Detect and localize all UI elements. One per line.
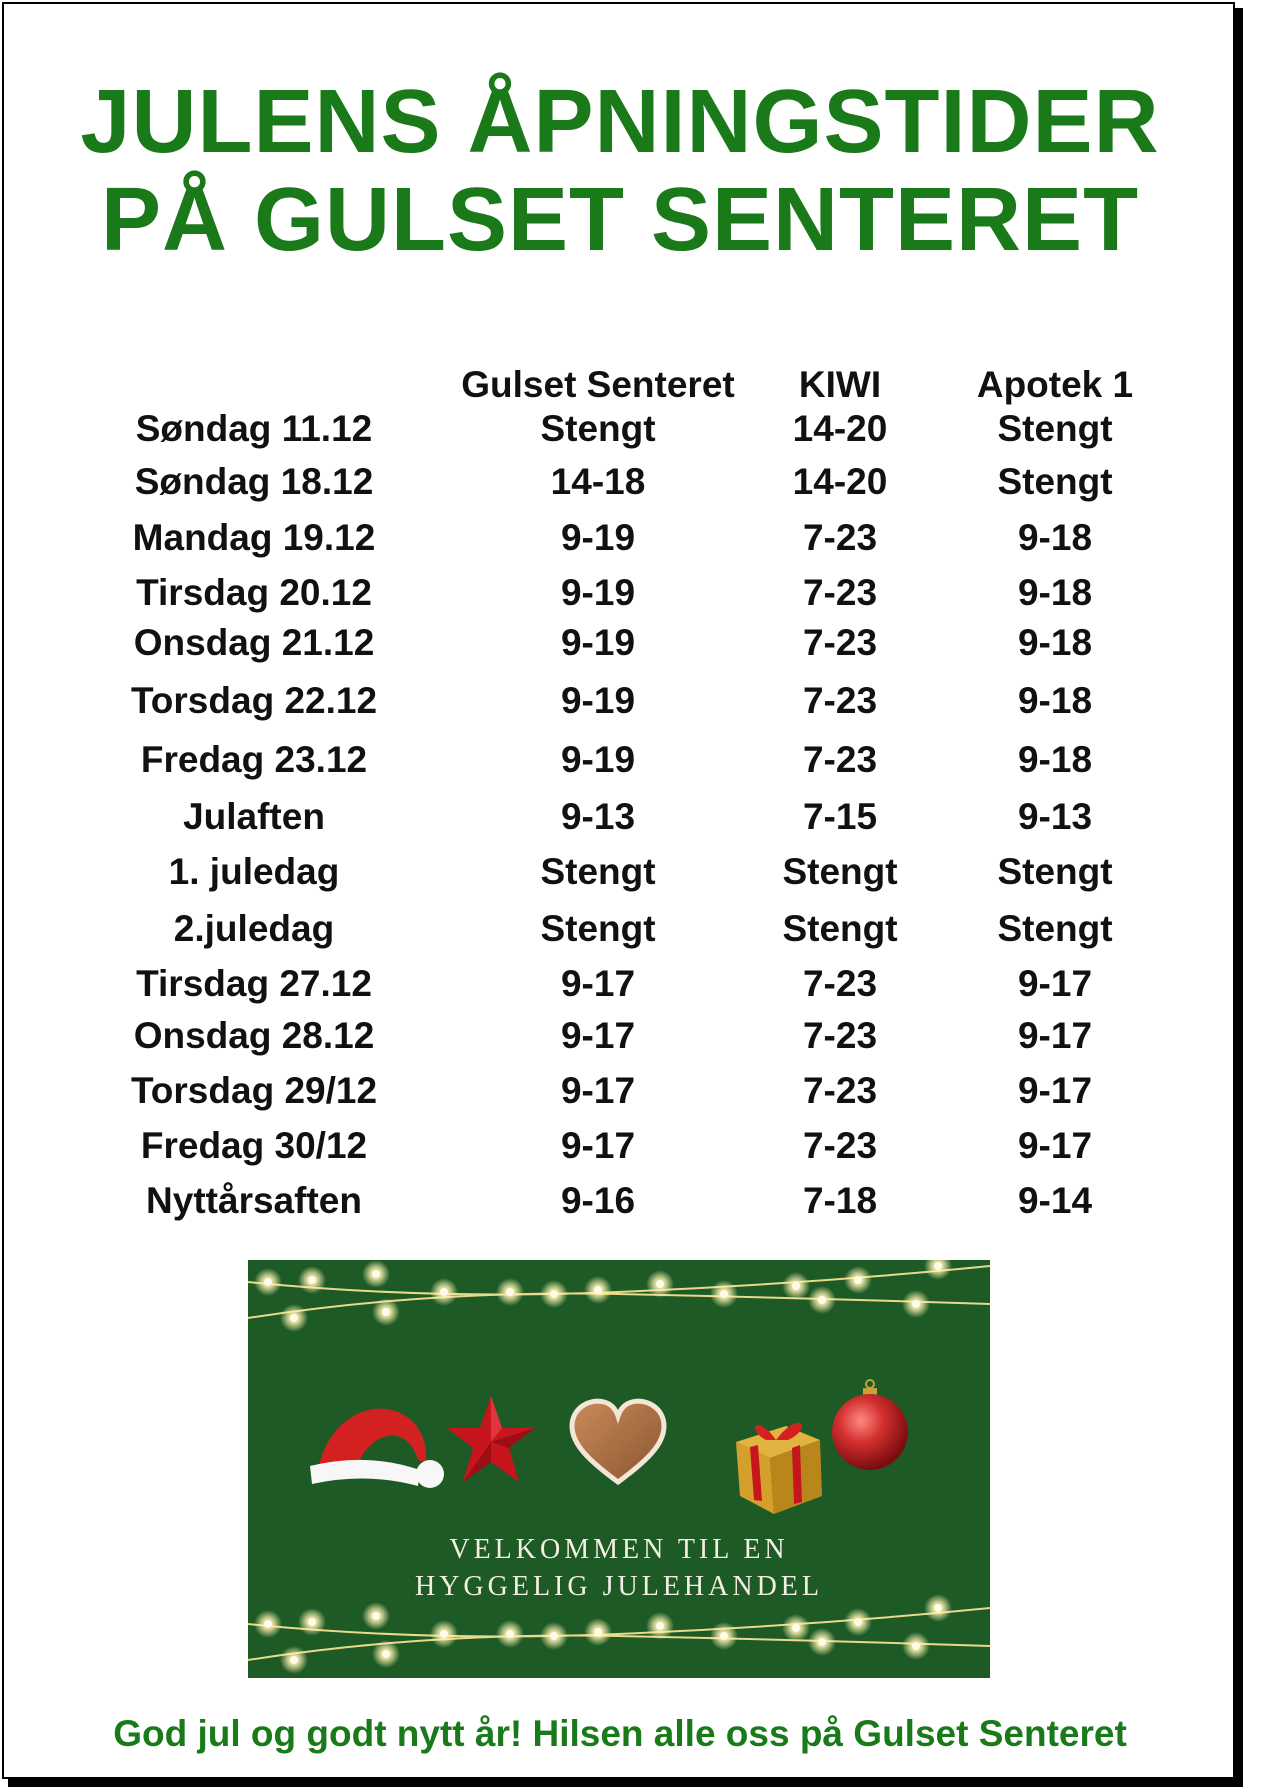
row-gulset-hours: 9-16	[560, 1180, 636, 1221]
row-gulset-hours: 9-17	[560, 1070, 636, 1111]
row-day: Tirsdag 20.12	[136, 572, 372, 613]
row-kiwi-hours: Stengt	[782, 851, 898, 892]
row-apotek-hours: 9-13	[1017, 796, 1093, 837]
poster-shadow-right	[1235, 8, 1243, 1787]
row-day: Tirsdag 27.12	[136, 963, 372, 1004]
row-day: Julaften	[183, 796, 325, 837]
row-day: Torsdag 29/12	[130, 1070, 378, 1111]
row-gulset-hours: 14-18	[550, 461, 646, 502]
row-day: Fredag 30/12	[140, 1125, 368, 1166]
row-kiwi-hours: 7-23	[802, 963, 878, 1004]
row-day: 1. juledag	[168, 851, 340, 892]
row-apotek-hours: Stengt	[997, 461, 1113, 502]
row-kiwi-hours: Stengt	[782, 908, 898, 949]
string-lights-bottom	[248, 1594, 990, 1674]
row-kiwi-hours: 7-18	[802, 1180, 878, 1221]
row-gulset-hours: 9-19	[560, 517, 636, 558]
row-gulset-hours: 9-19	[560, 680, 636, 721]
row-day: Onsdag 21.12	[133, 622, 375, 663]
row-gulset-hours: Stengt	[540, 851, 656, 892]
row-apotek-hours: 9-17	[1017, 1125, 1093, 1166]
poster-title-line-2: PÅ GULSET SENTERET	[100, 170, 1140, 270]
row-gulset-hours: Stengt	[540, 408, 656, 449]
row-apotek-hours: 9-18	[1017, 572, 1093, 613]
row-gulset-hours: 9-17	[560, 1015, 636, 1056]
banner-greeting-line-2: HYGGELIG JULEHANDEL	[414, 1571, 824, 1602]
row-apotek-hours: Stengt	[997, 408, 1113, 449]
row-kiwi-hours: 14-20	[792, 461, 888, 502]
row-kiwi-hours: 7-23	[802, 1015, 878, 1056]
row-day: 2.juledag	[173, 908, 335, 949]
row-kiwi-hours: 7-23	[802, 1070, 878, 1111]
row-apotek-hours: 9-17	[1017, 963, 1093, 1004]
row-apotek-hours: Stengt	[997, 908, 1113, 949]
christmas-banner	[248, 1260, 990, 1678]
ornament-icon	[832, 1380, 908, 1470]
row-apotek-hours: 9-18	[1017, 517, 1093, 558]
row-day: Søndag 18.12	[134, 461, 374, 502]
row-gulset-hours: 9-13	[560, 796, 636, 837]
row-kiwi-hours: 7-23	[802, 1125, 878, 1166]
row-gulset-hours: Stengt	[540, 908, 656, 949]
row-day: Onsdag 28.12	[133, 1015, 375, 1056]
santa-hat-icon	[310, 1409, 444, 1488]
poster-shadow-bottom	[8, 1779, 1243, 1787]
row-day: Nyttårsaften	[146, 1180, 362, 1221]
row-apotek-hours: 9-18	[1017, 622, 1093, 663]
row-apotek-hours: 9-18	[1017, 739, 1093, 780]
row-day: Mandag 19.12	[132, 517, 376, 558]
row-kiwi-hours: 14-20	[792, 408, 888, 449]
row-kiwi-hours: 7-23	[802, 622, 878, 663]
column-header-kiwi: KIWI	[798, 364, 882, 405]
row-day: Torsdag 22.12	[130, 680, 378, 721]
row-kiwi-hours: 7-23	[802, 572, 878, 613]
row-kiwi-hours: 7-23	[802, 739, 878, 780]
gift-icon	[736, 1423, 822, 1514]
column-header-gulset: Gulset Senteret	[461, 364, 735, 405]
row-apotek-hours: 9-14	[1017, 1180, 1093, 1221]
star-icon	[447, 1396, 535, 1482]
footer-greeting: God jul og godt nytt år! Hilsen alle oss på Gulset Senteret	[113, 1713, 1127, 1754]
row-apotek-hours: Stengt	[997, 851, 1113, 892]
gingerbread-heart-icon	[572, 1401, 664, 1482]
row-kiwi-hours: 7-15	[802, 796, 878, 837]
row-kiwi-hours: 7-23	[802, 680, 878, 721]
row-gulset-hours: 9-19	[560, 622, 636, 663]
row-day: Søndag 11.12	[135, 408, 373, 449]
row-apotek-hours: 9-18	[1017, 680, 1093, 721]
row-gulset-hours: 9-17	[560, 963, 636, 1004]
banner-greeting-line-1: VELKOMMEN TIL EN	[449, 1534, 789, 1565]
string-lights-top	[248, 1260, 990, 1332]
row-kiwi-hours: 7-23	[802, 517, 878, 558]
row-gulset-hours: 9-19	[560, 739, 636, 780]
row-day: Fredag 23.12	[140, 739, 368, 780]
row-gulset-hours: 9-17	[560, 1125, 636, 1166]
row-apotek-hours: 9-17	[1017, 1070, 1093, 1111]
row-apotek-hours: 9-17	[1017, 1015, 1093, 1056]
banner-graphic	[248, 1260, 990, 1678]
poster-title-line-1: JULENS ÅPNINGSTIDER	[80, 72, 1160, 172]
column-header-apotek: Apotek 1	[976, 364, 1134, 405]
row-gulset-hours: 9-19	[560, 572, 636, 613]
